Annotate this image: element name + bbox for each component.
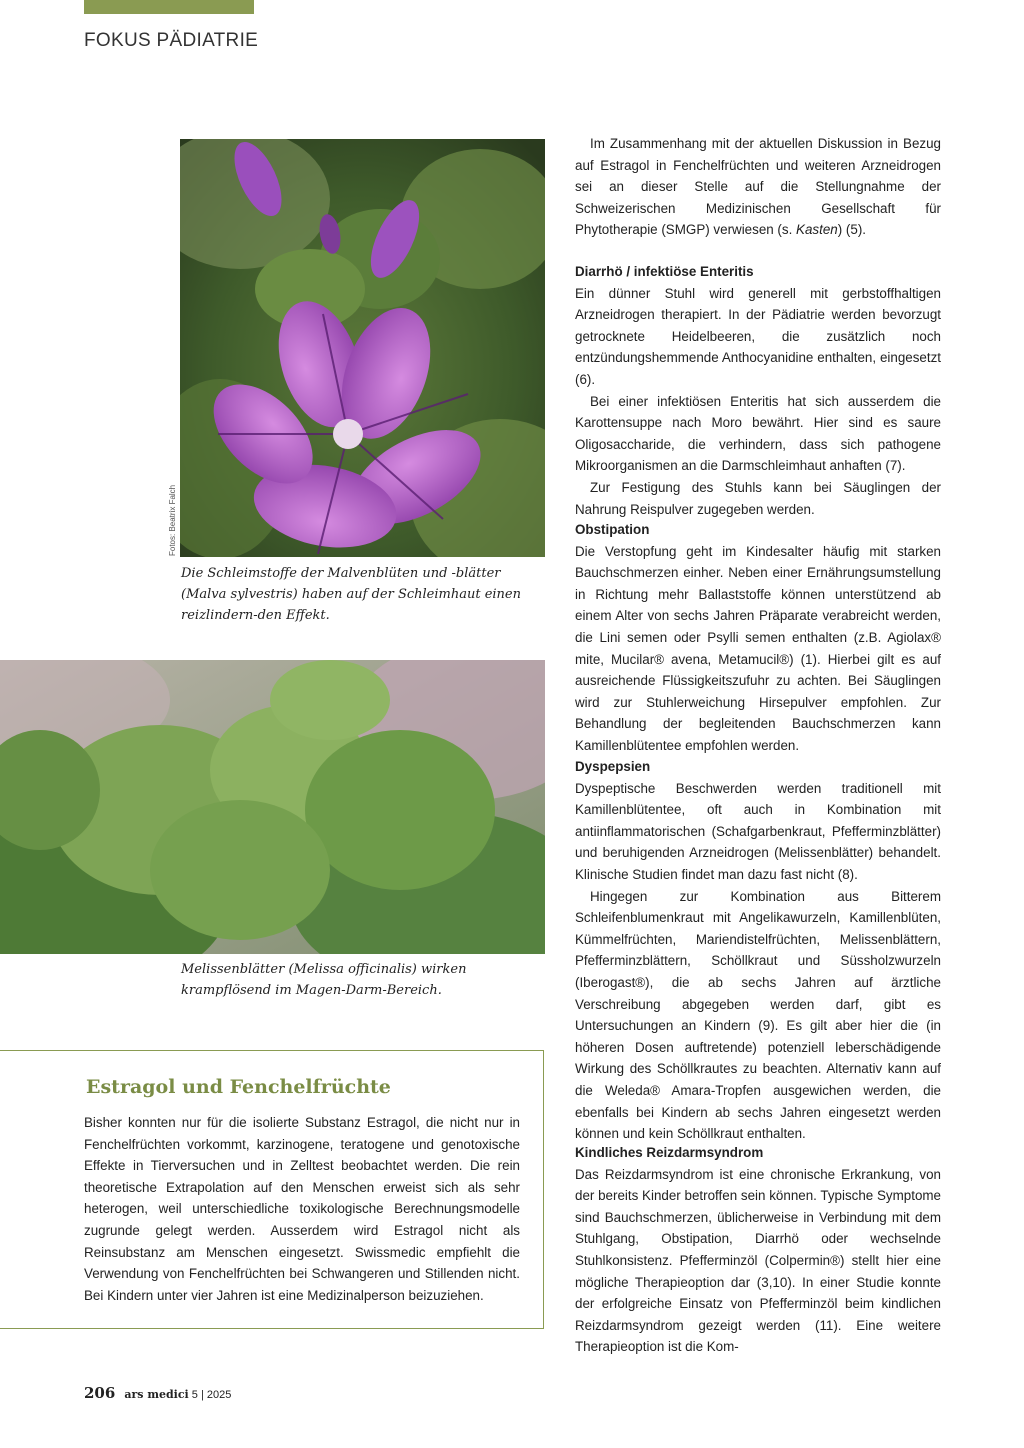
heading-obstipation: Obstipation [575, 522, 650, 537]
photo-credit: Fotos: Beatrix Falch [168, 484, 177, 556]
heading-diarrhoe: Diarrhö / infektiöse Enteritis [575, 264, 754, 279]
issue-number: 5 | 2025 [191, 1389, 232, 1401]
paragraph: Bei einer infektiösen Enteritis hat sich ausserdem die Karottensuppe nach Moro bewährt. Hier sind es saure Oligosaccharide, die verhindern, dass sich pathogene Mikroorganismen an die Darmschleimhaut anhaften (7). [575, 393, 941, 474]
heading-dyspepsien: Dyspepsien [575, 759, 651, 774]
page-number: 206 [84, 1384, 116, 1402]
paragraph: Zur Festigung des Stuhls kann bei Säuglingen der Nahrung Reispulver zugegeben werden. [575, 479, 941, 517]
info-box-text: Bisher konnten nur für die isolierte Substanz Estragol, die nicht nur in Fenchelfrüchten vorkommt, karzinogene, teratogene und genotoxische Effekte in Tierversuchen und in Zelltest beobachtet werden. Die rein theoretische Extrapolation auf den Menschen erweist sich als sehr heterogen, weil unterschiedliche toxikologische Berechnungsmodelle zugrunde gelegt werden. Ausserdem wird Estragol nicht als Reinsubstanz am Menschen eingesetzt. Swissmedic empfiehlt die Verwendung von Fenchelfrüchten bei Schwangeren und Stillenden nicht. Bei Kindern unter vier Jahren ist eine Medizinalperson beizuziehen. [84, 1115, 520, 1303]
mallow-caption: Die Schleimstoffe der Malvenblüten und -blätter (Malva sylvestris) haben auf der Schleimhaut einen reizlindern-den Effekt. [181, 566, 521, 623]
section-obstipation [575, 519, 941, 757]
melissa-leaves-photo [0, 660, 545, 954]
section-reizdarm [575, 1142, 941, 1358]
page-footer [84, 1384, 231, 1402]
magazine-name: ars medici [124, 1388, 189, 1401]
section-title: FOKUS PÄDIATRIE [84, 30, 259, 51]
paragraph: Hingegen zur Kombination aus Bitterem Schleifenblumenkraut mit Angelikawurzeln, Kamillenblüten, Kümmelfrüchten, Mariendistelfrüchten, Melissenblättern, Pfefferminzblättern, Schöllkraut und Süssholzwurzeln (Iberogast®), die ab sechs Jahren auf ärztliche Verschreibung abgegeben werden darf, gibt es Untersuchungen an Kindern (9). Es gilt aber hier die (in höheren Dosen auftretende) potenziell leberschädigende Wirkung des Schöllkrautes zu beachten. Alternativ kann auf die Weleda® Amara-Tropfen ausgewichen werden, die ebenfalls bei Kindern ab sechs Jahren eingesetzt werden können und kein Schöllkraut enthalten. [575, 888, 941, 1142]
info-box-title: Estragol und Fenchelfrüchte [86, 1076, 391, 1098]
mallow-flower-photo [180, 139, 545, 557]
heading-reizdarm: Kindliches Reizdarmsyndrom [575, 1145, 764, 1160]
section-diarrhoe [575, 261, 941, 520]
melissa-caption: Melissenblätter (Melissa officinalis) wirken krampflösend im Magen-Darm-Bereich. [181, 962, 467, 998]
intro-paragraph: Im Zusammenhang mit der aktuellen Diskussion in Bezug auf Estragol in Fenchelfrüchten und weiteren Arzneidrogen sei an dieser Stelle auf die Stellungnahme der Schweizerischen Medizinischen Gesellschaft für Phytotherapie (SMGP) verwiesen (s. Kasten) (5). [575, 136, 941, 238]
paragraph: Ein dünner Stuhl wird generell mit gerbstoffhaltigen Arzneidrogen therapiert. In der Pädiatrie werden bevorzugt getrocknete Heidelbeeren, die zusätzlich noch entzündungshemmende Anthocyanidine enthalten, eingesetzt (6). [575, 285, 941, 387]
section-color-bar [84, 0, 254, 14]
section-dyspepsien [575, 756, 941, 1145]
paragraph: Die Verstopfung geht im Kindesalter häufig mit starken Bauchschmerzen einher. Neben einer Ernährungsumstellung in Richtung mehr Ballaststoffe können unterstützend ab einem Alter von sechs Jahren Präparate verabreicht werden, die Lini semen oder Psylli semen enthalten (z.B. Agiolax® mite, Mucilar® avena, Metamucil®) (1). Hierbei gilt es auf ausreichende Flüssigkeitszufuhr zu achten. Bei Säuglingen wird zur Stuhlerweichung Hirsepulver empfohlen. Zur Behandlung der begleitenden Bauchschmerzen kann Kamillenblütentee empfohlen werden. [575, 543, 941, 753]
paragraph: Das Reizdarmsyndrom ist eine chronische Erkrankung, von der bereits Kinder betroffen sein können. Typische Symptome sind Bauchschmerzen, üblicherweise in Verbindung mit dem Stuhlgang, Obstipation, Diarrhö oder wechselnde Stuhlkonsistenz. Pfefferminzöl (Colpermin®) stellt hier eine mögliche Therapieoption dar (3,10). In einer Studie konnte der erfolgreiche Einsatz von Pfefferminzöl beim kindlichen Reizdarmsyndrom gezeigt werden (11). Eine weitere Therapieoption ist die Kom- [575, 1166, 941, 1355]
article-column [575, 133, 941, 241]
paragraph: Dyspeptische Beschwerden werden traditionell mit Kamillenblütentee, oft auch in Kombination mit antiinflammatorischen (Schafgarbenkraut, Pfefferminzblätter) und beruhigenden Arzneidrogen (Melissenblätter) behandelt. Klinische Studien findet man dazu fast nicht (8). [575, 780, 941, 882]
